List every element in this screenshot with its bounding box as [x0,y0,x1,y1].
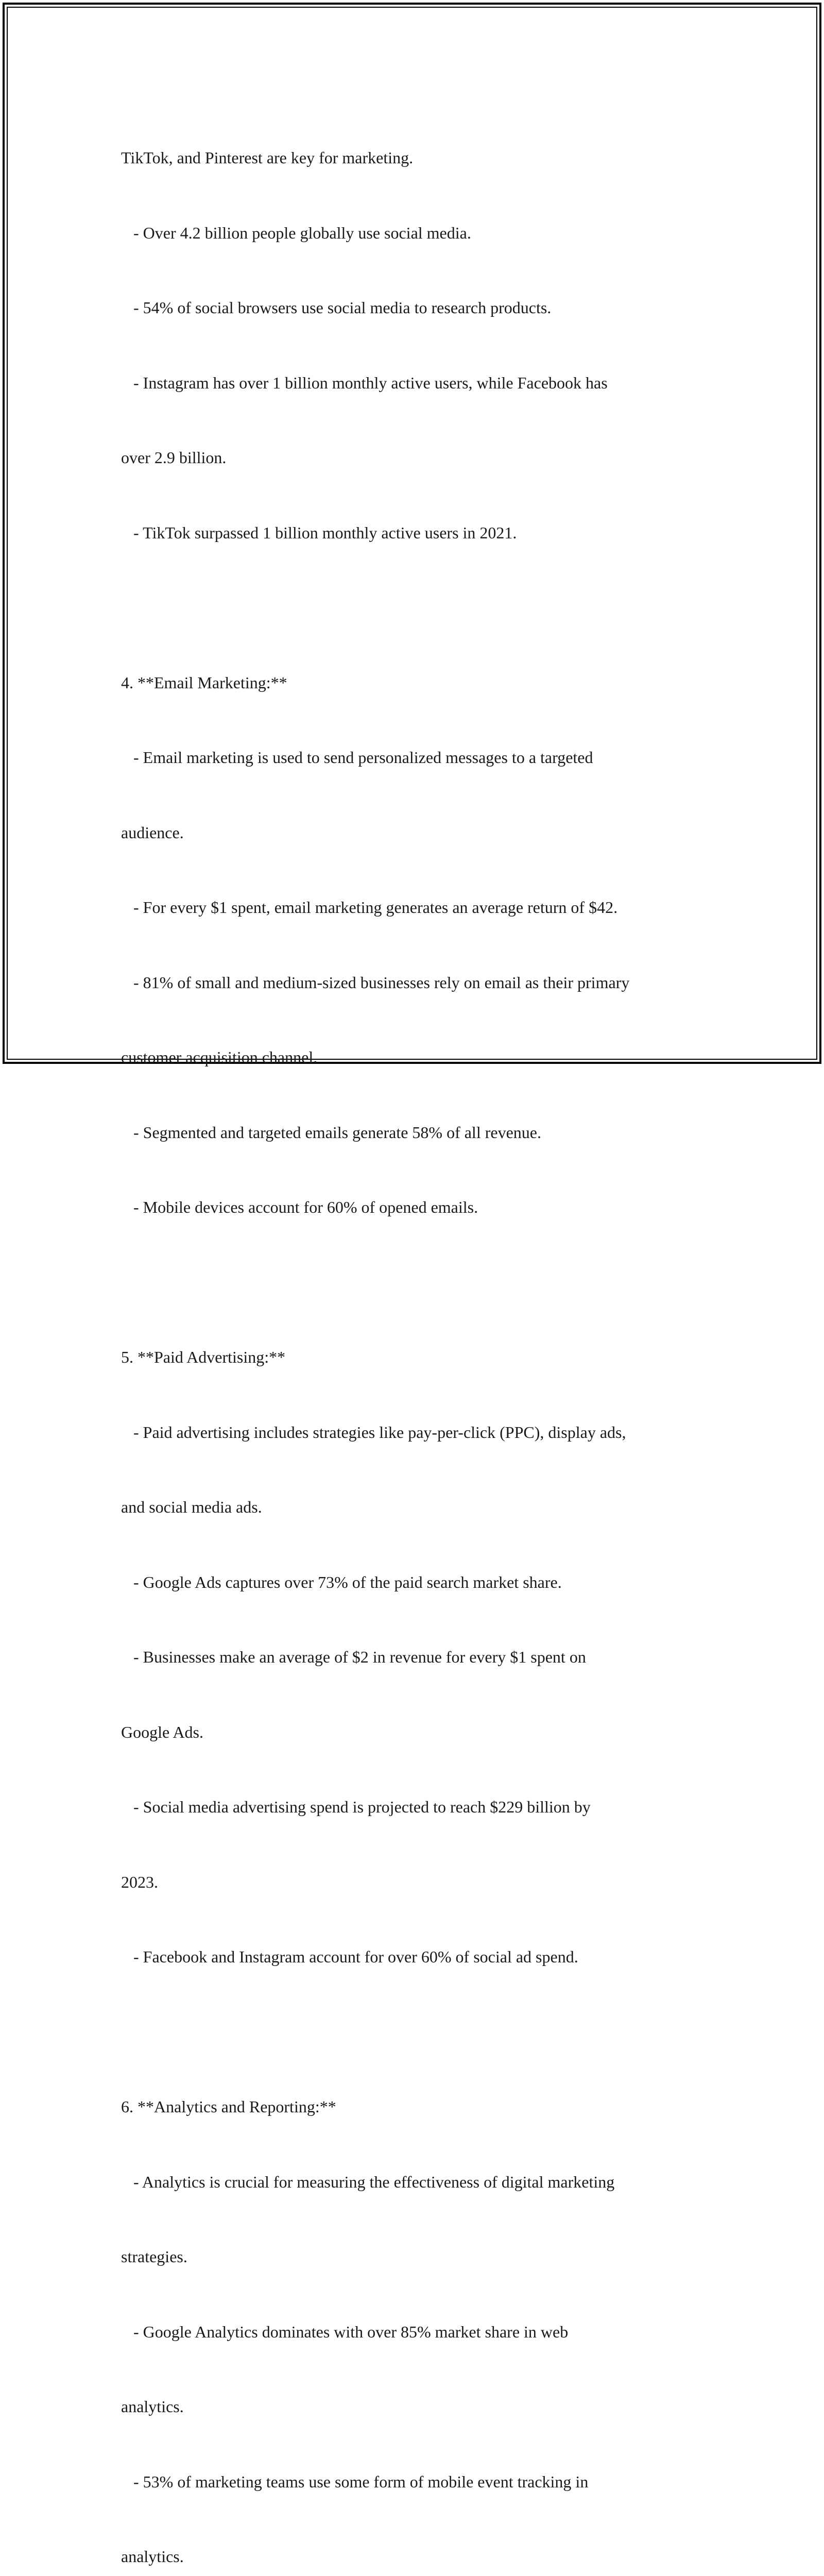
section-heading-paid-advertising: 5. **Paid Advertising:** [121,1348,286,1366]
text-line: Google Ads. [121,1722,203,1741]
text-line: strategies. [121,2247,187,2266]
blank-line [121,595,713,620]
blank-line [121,1270,713,1295]
section-heading-analytics-reporting: 6. **Analytics and Reporting:** [121,2097,336,2116]
text-line: over 2.9 billion. [121,448,227,467]
text-line: analytics. [121,2397,184,2416]
text-line: - Google Analytics dominates with over 85% market share in web [121,2322,569,2341]
text-line: customer acquisition channel. [121,1048,318,1066]
text-line: - Email marketing is used to send personalized messages to a targeted [121,748,593,767]
text-line: - Businesses make an average of $2 in revenue for every $1 spent on [121,1648,586,1666]
text-line: - Facebook and Instagram account for over 60% of social ad spend. [121,1947,578,1966]
text-line: analytics. [121,2547,184,2566]
text-line: - Over 4.2 billion people globally use social media. [121,223,471,242]
text-line: - Social media advertising spend is projected to reach $229 billion by [121,1798,591,1816]
text-line: - 54% of social browsers use social media to research products. [121,298,552,317]
text-line: audience. [121,823,184,842]
text-line: TikTok, and Pinterest are key for marketing. [121,148,414,167]
text-line: - 53% of marketing teams use some form of mobile event tracking in [121,2472,589,2491]
text-line: - Google Ads captures over 73% of the paid search market share. [121,1572,562,1591]
blank-line [121,2020,713,2045]
text-line: - TikTok surpassed 1 billion monthly active users in 2021. [121,523,517,542]
section-heading-email-marketing: 4. **Email Marketing:** [121,673,287,692]
text-line: - Paid advertising includes strategies like pay-per-click (PPC), display ads, [121,1422,626,1442]
text-line: - For every $1 spent, email marketing generates an average return of $42. [121,898,618,917]
text-line: - Analytics is crucial for measuring the effectiveness of digital marketing [121,2172,615,2191]
document-body [121,95,713,2576]
text-line: - Mobile devices account for 60% of opened emails. [121,1198,478,1216]
text-line: - Segmented and targeted emails generate 58% of all revenue. [121,1123,541,1142]
text-line: 2023. [121,1872,158,1891]
text-line: - Instagram has over 1 billion monthly active users, while Facebook has [121,373,608,392]
text-line: and social media ads. [121,1498,262,1516]
text-line: - 81% of small and medium-sized businesses rely on email as their primary [121,973,630,992]
